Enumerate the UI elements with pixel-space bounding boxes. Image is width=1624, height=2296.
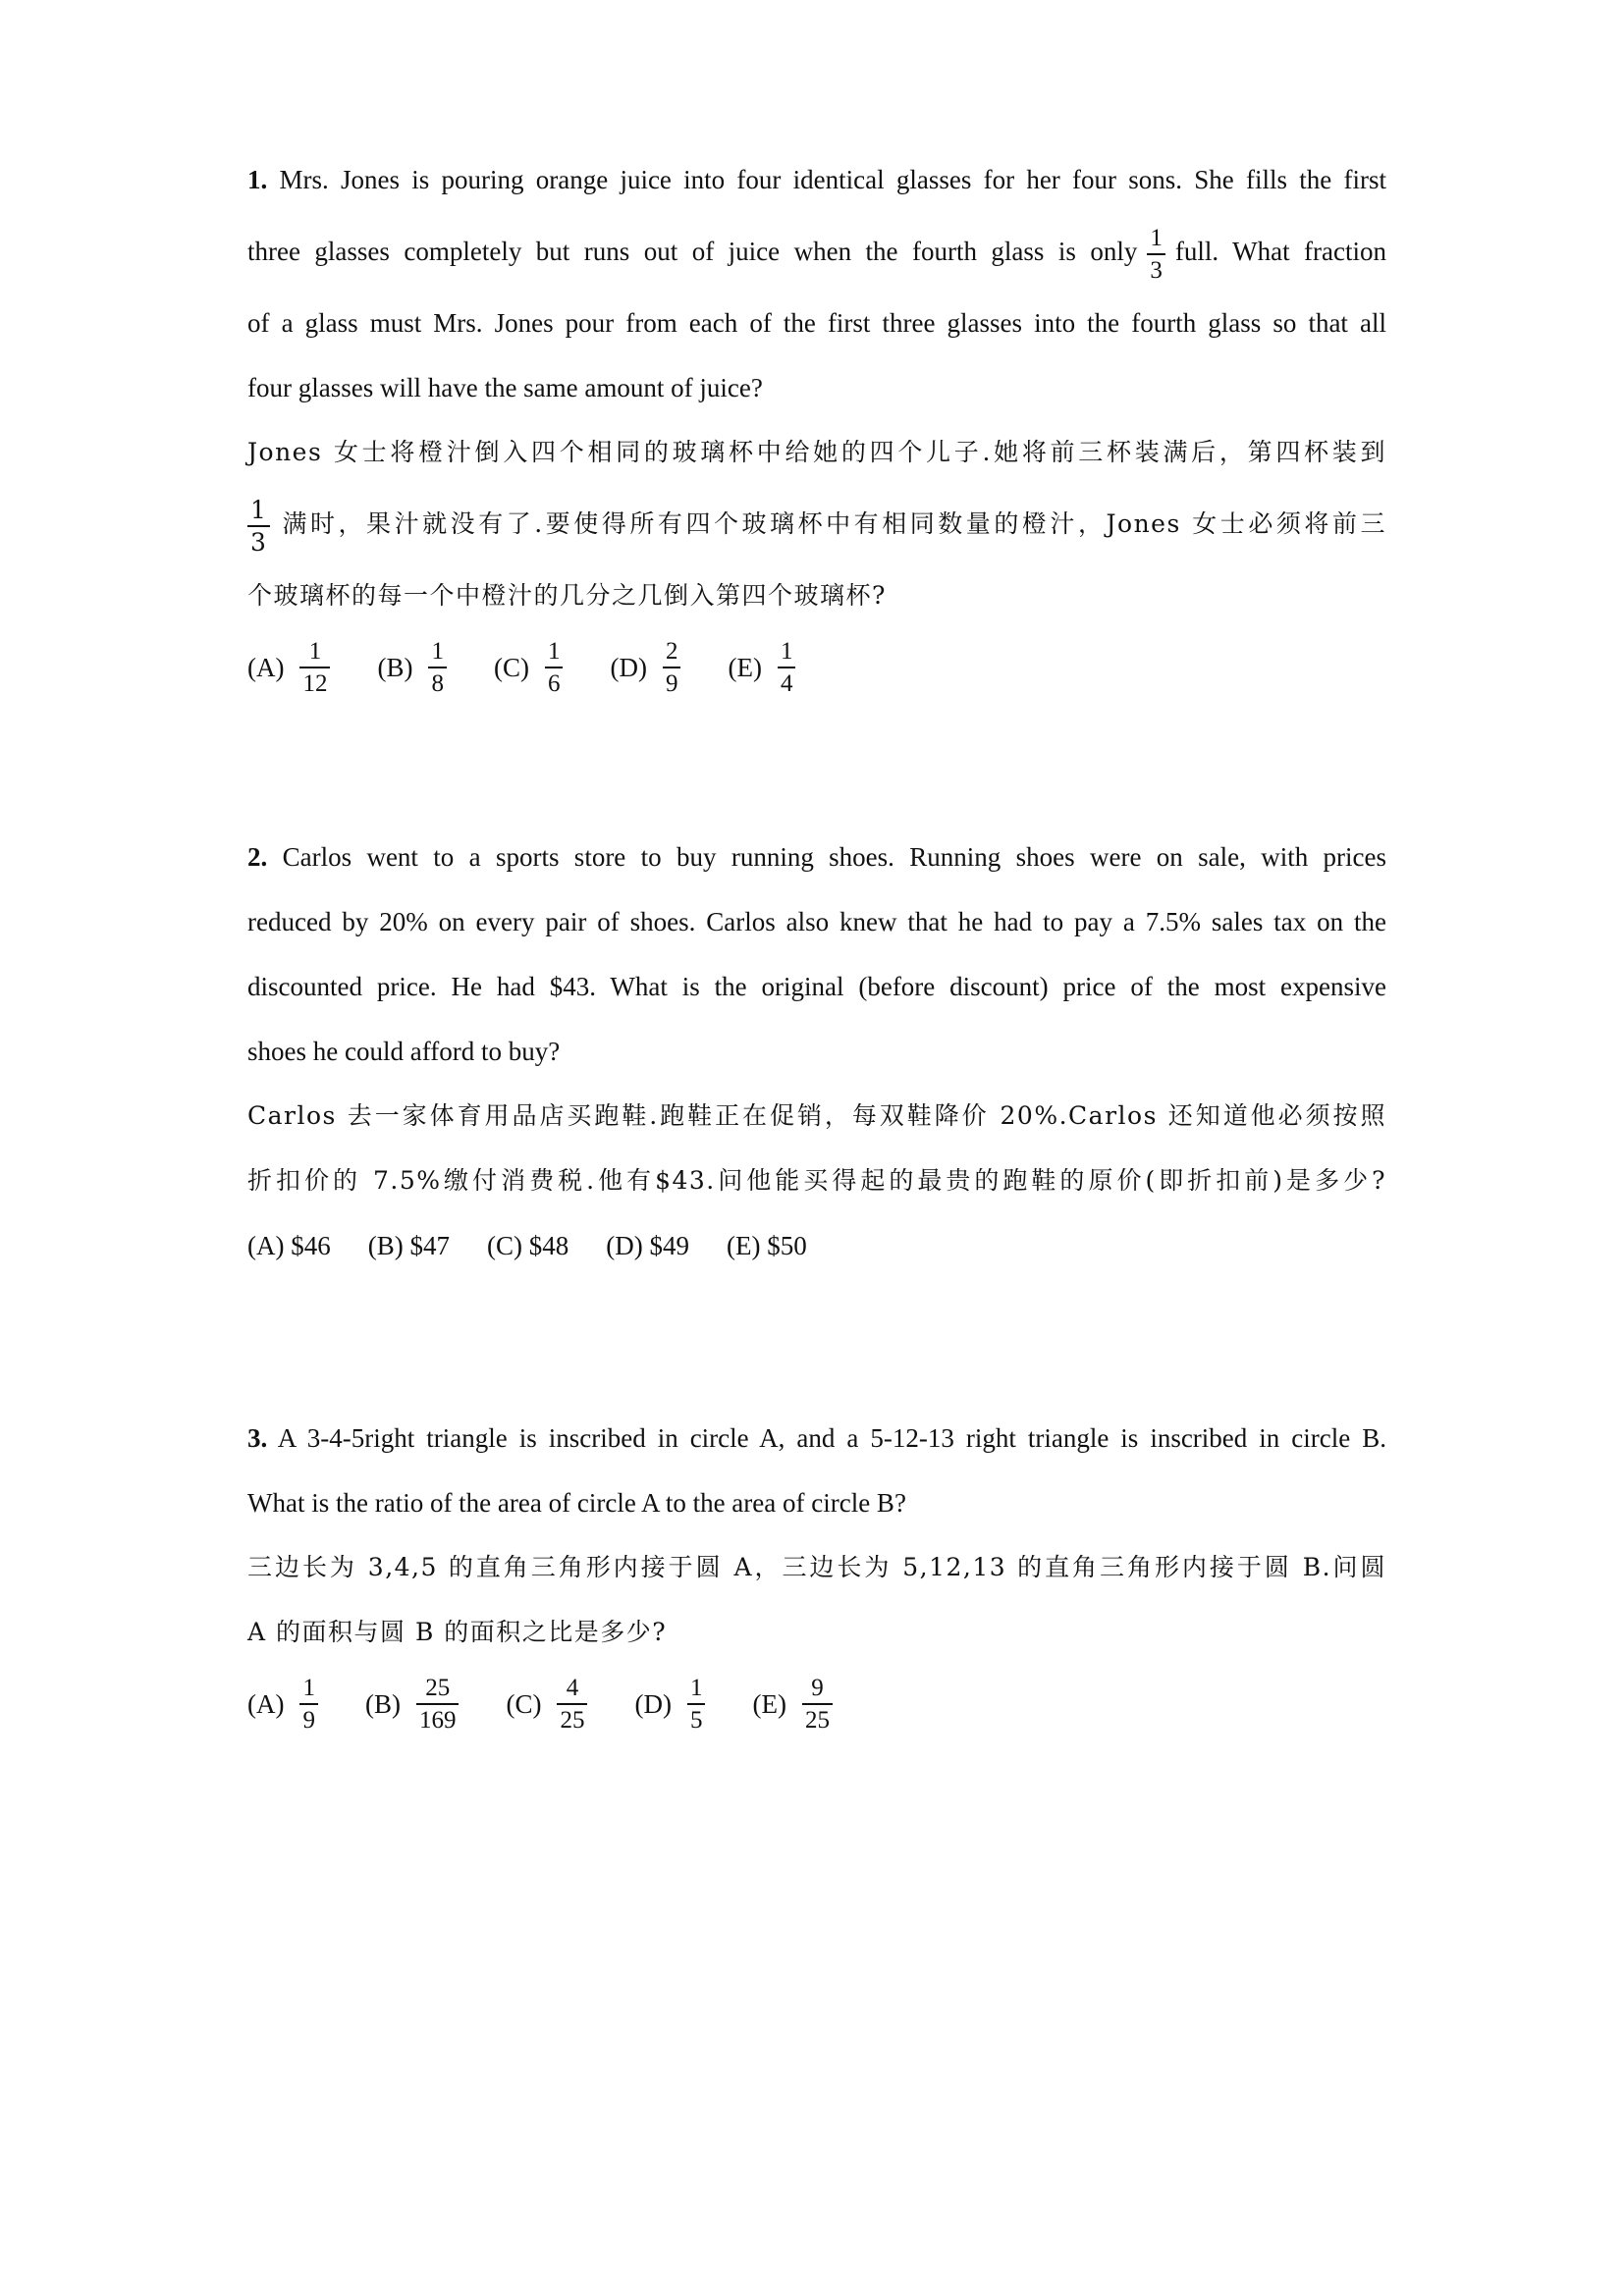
choice-e: (E) $\frac{9}{25}$: [752, 1670, 841, 1738]
choice-b: (B) $\frac{1}{8}$: [377, 633, 457, 702]
problem-1-en-line-3: of a glass must Mrs. Jones pour from each of the first three glasses into the fourth glass so that all: [247, 308, 1386, 338]
problem-number: 1.: [247, 165, 268, 194]
problem-2-en-line-1: 2. Carlos went to a sports store to buy running shoes. Running shoes were on sale, with prices: [247, 842, 1387, 872]
problem-number: 3.: [247, 1423, 268, 1453]
choice-a: (A) $46: [247, 1231, 331, 1260]
fraction: $\frac{9}{25}$: [802, 1676, 833, 1733]
problem-1-en-line-1: 1. Mrs. Jones is pouring orange juice into four identical glasses for her four sons. She fills the first: [247, 165, 1386, 194]
problem-1-en-line-4: four glasses will have the same amount of juice?: [247, 373, 763, 402]
choice-c: (C) $\frac{4}{25}$: [506, 1670, 597, 1738]
fraction: $\frac{1}{12}$: [299, 639, 330, 696]
answer-choices: [247, 1213, 1386, 1278]
choice-d: (D) $49: [606, 1231, 689, 1260]
spacer: [247, 1278, 1386, 1406]
choice-d: (D) $\frac{2}{9}$: [610, 633, 690, 702]
problem-number: 2.: [247, 842, 268, 872]
problem-2-zh-line-2: 折扣价的 7.5%缴付消费税.他有$43.问他能买得起的最贵的跑鞋的原价(即折扣前)是多少?: [247, 1166, 1386, 1195]
choice-a: (A) $\frac{1}{9}$: [247, 1670, 328, 1738]
choice-e: (E) $50: [726, 1231, 807, 1260]
fraction: $\frac{1}{9}$: [299, 1676, 318, 1733]
problem-2-en-line-4: shoes he could afford to buy?: [247, 1037, 561, 1066]
fraction: $\frac{2}{9}$: [663, 639, 681, 696]
choice-c: (C) $48: [486, 1231, 569, 1260]
problem-1-zh-line-3: 个玻璃杯的每一个中橙汁的几分之几倒入第四个玻璃杯?: [247, 581, 887, 610]
problem-3-en-line-2: What is the ratio of the area of circle A to the area of circle B?: [247, 1488, 906, 1518]
answer-choices: [247, 1665, 1386, 1743]
problem-2-zh-line-1: Carlos 去一家体育用品店买跑鞋.跑鞋正在促销，每双鞋降价 20%.Carlos 还知道他必须按照: [247, 1101, 1386, 1130]
choice-b: (B) $\frac{25}{169}$: [365, 1670, 469, 1738]
problem-1: [247, 147, 1386, 707]
fraction: $\frac{4}{25}$: [557, 1676, 587, 1733]
problem-1-zh-line-2: $\frac{1}{3}$ 满时，果汁就没有了.要使得所有四个玻璃杯中有相同数量的橙汁，Jones 女士必须将前三: [247, 485, 1386, 563]
fraction: $\frac{1}{5}$: [687, 1676, 706, 1733]
problem-3: [247, 1406, 1386, 1743]
fraction: $\frac{1}{3}$: [1147, 226, 1165, 283]
choice-c: (C) $\frac{1}{6}$: [494, 633, 573, 702]
problem-2: [247, 825, 1386, 1278]
problem-1-en-line-2: three glasses completely but runs out of juice when the fourth glass is only $\frac{1}{3}$ full. What fraction: [247, 224, 1386, 284]
spacer: [247, 707, 1386, 825]
choice-e: (E) $\frac{1}{4}$: [728, 633, 805, 702]
fraction: $\frac{25}{169}$: [416, 1676, 460, 1733]
problem-3-zh-line-1: 三边长为 3,4,5 的直角三角形内接于圆 A，三边长为 5,12,13 的直角三角形内接于圆 B.问圆: [247, 1553, 1386, 1581]
fraction: $\frac{1}{4}$: [778, 639, 796, 696]
fraction: $\frac{1}{8}$: [428, 639, 447, 696]
problem-2-en-line-3: discounted price. He had $43. What is the original (before discount) price of the most expensive: [247, 972, 1386, 1001]
fraction: $\frac{1}{6}$: [545, 639, 564, 696]
problem-2-en-line-2: reduced by 20% on every pair of shoes. Carlos also knew that he had to pay a 7.5% sales tax on the: [247, 907, 1386, 936]
problem-3-zh-line-2: A 的面积与圆 B 的面积之比是多少?: [247, 1618, 668, 1646]
fraction: $\frac{1}{3}$: [247, 498, 270, 555]
problem-3-en-line-1: 3. A 3-4-5right triangle is inscribed in circle A, and a 5-12-13 right triangle is inscribed in circle B.: [247, 1423, 1386, 1453]
document-page: [247, 147, 1386, 1743]
answer-choices: [247, 628, 1386, 707]
choice-a: (A) $\frac{1}{12}$: [247, 633, 340, 702]
choice-b: (B) $47: [367, 1231, 450, 1260]
choice-d: (D) $\frac{1}{5}$: [634, 1670, 715, 1738]
problem-1-zh-line-1: Jones 女士将橙汁倒入四个相同的玻璃杯中给她的四个儿子.她将前三杯装满后，第四杯装到: [247, 438, 1386, 466]
